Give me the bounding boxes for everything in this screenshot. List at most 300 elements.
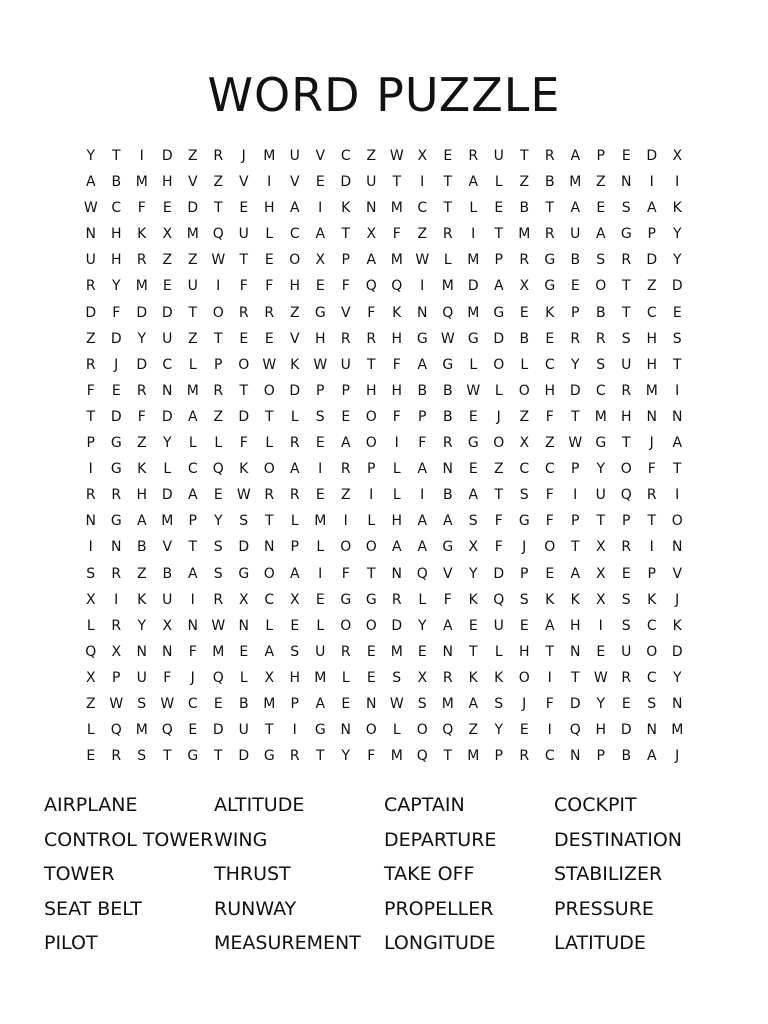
grid-letter: N [442,643,453,660]
grid-letter: R [111,487,122,504]
grid-letter: A [187,487,198,504]
grid-letter: S [213,565,223,582]
grid-letter: D [110,408,122,425]
grid-letter: D [187,200,199,217]
grid-letter: I [420,487,425,504]
grid-letter: O [671,513,683,530]
grid-letter: G [110,435,122,452]
grid-letter: I [573,487,578,504]
grid-letter: P [494,252,503,269]
grid-letter: F [647,461,656,478]
grid-letter: H [620,408,632,425]
grid-letter: A [672,435,683,452]
grid-letter: Z [136,565,147,582]
grid-letter: E [494,200,504,217]
grid-letter: R [366,330,377,347]
grid-letter: M [569,174,582,191]
word-list-item: THRUST [214,863,291,886]
grid-letter: I [318,565,323,582]
grid-letter: P [520,565,529,582]
grid-letter: T [111,148,121,164]
grid-letter: I [547,722,552,739]
grid-letter: B [442,408,453,425]
grid-letter: X [595,565,606,582]
grid-letter: C [417,200,428,217]
grid-letter: J [522,539,527,556]
grid-letter: A [315,226,326,243]
grid-letter: I [598,617,603,634]
grid-letter: Z [289,304,300,321]
grid-letter: L [265,226,274,243]
grid-letter: T [213,200,223,217]
grid-letter: F [494,513,503,530]
grid-letter: T [239,382,249,399]
grid-letter: T [494,226,504,243]
grid-letter: I [649,174,654,191]
grid-letter: U [315,643,326,660]
grid-letter: A [493,278,504,295]
grid-letter: X [238,591,249,608]
grid-letter: O [518,382,530,399]
grid-letter: A [442,617,453,634]
grid-letter: G [110,513,122,530]
grid-letter: R [621,252,632,269]
grid-letter: J [496,408,501,425]
word-list-item: CONTROL TOWER [44,828,214,851]
grid-letter: T [162,748,172,765]
grid-letter: Z [187,148,198,164]
grid-letter: D [646,252,658,269]
grid-letter: G [493,304,505,321]
grid-letter: S [137,695,147,712]
grid-letter: K [137,591,147,608]
grid-letter: N [264,539,275,556]
grid-letter: E [239,643,249,660]
grid-letter: K [570,591,580,608]
grid-letter: J [675,591,680,608]
grid-letter: W [211,617,226,634]
grid-letter: F [392,356,401,373]
grid-letter: T [545,643,555,660]
grid-letter: N [340,722,351,739]
grid-letter: K [545,591,555,608]
grid-letter: E [366,643,376,660]
grid-letter: V [238,174,249,191]
grid-letter: F [137,200,146,217]
grid-letter: B [442,487,453,504]
grid-letter: G [442,356,454,373]
grid-letter: H [595,722,607,739]
grid-letter: T [621,435,631,452]
grid-letter: T [264,513,274,530]
grid-letter: Z [417,226,428,243]
grid-letter: Z [468,722,479,739]
grid-letter: X [264,669,275,686]
grid-letter: D [161,487,173,504]
grid-letter: P [571,461,580,478]
grid-letter: O [263,565,275,582]
word-list-item: PILOT [44,932,98,955]
grid-letter: P [367,461,376,478]
grid-letter: E [570,278,580,295]
grid-letter: R [111,565,122,582]
grid-letter: E [545,330,555,347]
grid-letter: M [212,643,225,660]
grid-letter: R [289,435,300,452]
grid-letter: F [163,669,172,686]
grid-letter: S [621,200,631,217]
grid-letter: R [621,539,632,556]
grid-letter: X [366,226,377,243]
grid-letter: M [135,722,148,739]
grid-letter: A [646,200,657,217]
grid-letter: W [262,356,277,373]
grid-letter: K [494,669,504,686]
grid-letter: L [163,461,172,478]
grid-letter: K [545,304,555,321]
grid-letter: S [621,617,631,634]
grid-letter: M [594,408,607,425]
grid-letter: A [468,174,479,191]
grid-letter: H [289,278,301,295]
grid-letter: E [86,748,96,765]
grid-letter: M [186,226,199,243]
grid-letter: Z [340,487,351,504]
grid-letter: P [571,304,580,321]
grid-letter: Q [212,226,224,243]
grid-letter: P [596,148,605,164]
grid-letter: J [190,669,195,686]
grid-letter: J [241,148,246,164]
grid-letter: N [162,643,173,660]
grid-letter: K [647,591,657,608]
grid-letter: O [365,722,377,739]
grid-letter: R [391,591,402,608]
grid-letter: N [366,200,377,217]
grid-letter: A [264,643,275,660]
grid-letter: H [544,382,556,399]
grid-letter: T [519,148,529,164]
grid-letter: G [340,591,352,608]
grid-letter: E [545,565,555,582]
grid-letter: E [519,304,529,321]
grid-letter: U [238,226,249,243]
grid-letter: F [392,408,401,425]
grid-letter: Z [85,695,96,712]
grid-letter: O [493,356,505,373]
word-list-item: STABILIZER [554,863,663,886]
grid-letter: M [135,278,148,295]
grid-letter: N [187,617,198,634]
grid-letter: H [263,200,275,217]
grid-letter: T [264,408,274,425]
grid-letter: B [621,748,632,765]
grid-letter: T [264,722,274,739]
grid-letter: X [417,148,428,164]
grid-letter: M [518,226,531,243]
grid-letter: S [519,591,529,608]
grid-letter: D [161,304,173,321]
grid-letter: U [595,487,606,504]
word-list-item: COCKPIT [554,794,637,816]
grid-letter: R [136,252,147,269]
grid-letter: T [596,513,606,530]
grid-letter: N [672,695,683,712]
grid-letter: I [471,226,476,243]
grid-letter: H [391,513,403,530]
grid-letter: C [646,617,657,634]
grid-letter: A [595,226,606,243]
grid-letter: T [672,461,682,478]
grid-letter: D [569,695,581,712]
grid-letter: B [519,200,530,217]
grid-letter: D [136,356,148,373]
grid-letter: H [161,174,173,191]
grid-letter: G [595,435,607,452]
grid-letter: E [341,408,351,425]
grid-letter: B [519,330,530,347]
grid-letter: V [672,565,683,582]
word-list-item: WING [214,828,268,851]
grid-letter: P [622,513,631,530]
grid-letter: O [544,539,556,556]
grid-letter: Z [85,330,96,347]
grid-letter: T [213,748,223,765]
grid-letter: N [111,539,122,556]
grid-letter: L [290,513,299,530]
grid-letter: K [672,200,682,217]
grid-letter: E [188,722,198,739]
grid-letter: Q [161,722,173,739]
grid-letter: V [289,174,300,191]
grid-letter: O [263,382,275,399]
grid-letter: T [570,539,580,556]
grid-letter: I [420,174,425,191]
grid-letter: X [162,617,173,634]
grid-letter: T [213,330,223,347]
grid-letter: N [238,617,249,634]
grid-letter: O [263,461,275,478]
grid-letter: E [443,148,453,164]
grid-letter: P [494,748,503,765]
grid-letter: M [467,252,480,269]
grid-letter: N [136,643,147,660]
grid-letter: P [647,565,656,582]
grid-letter: N [672,408,683,425]
grid-letter: F [494,539,503,556]
grid-letter: Q [442,722,454,739]
grid-letter: S [239,513,249,530]
grid-letter: E [468,617,478,634]
grid-letter: E [213,695,223,712]
grid-letter: I [292,722,297,739]
grid-letter: Y [86,148,96,164]
grid-letter: W [313,356,328,373]
grid-letter: D [238,408,250,425]
grid-letter: W [593,669,608,686]
grid-letter: N [646,722,657,739]
grid-letter: Q [569,722,581,739]
grid-letter: T [86,408,96,425]
grid-letter: R [111,748,122,765]
grid-letter: Q [110,722,122,739]
grid-letter: I [318,461,323,478]
grid-letter: P [647,226,656,243]
grid-letter: D [136,304,148,321]
grid-letter: R [340,330,351,347]
grid-letter: B [417,382,428,399]
grid-letter: P [341,382,350,399]
grid-letter: L [469,200,478,217]
grid-letter: T [341,226,351,243]
grid-letter: T [392,174,402,191]
grid-letter: E [264,330,274,347]
grid-letter: Y [596,461,606,478]
grid-letter: Y [468,565,478,582]
grid-letter: L [214,435,223,452]
grid-letter: B [544,174,555,191]
grid-letter: A [315,695,326,712]
grid-letter: V [187,174,198,191]
grid-letter: F [418,435,427,452]
grid-letter: Q [212,669,224,686]
grid-letter: C [289,226,300,243]
grid-letter: P [214,356,223,373]
grid-letter: K [468,591,478,608]
grid-letter: T [366,356,376,373]
grid-letter: S [621,330,631,347]
grid-letter: R [289,487,300,504]
grid-letter: W [440,330,455,347]
grid-letter: D [671,278,683,295]
grid-letter: C [162,356,173,373]
grid-letter: C [187,695,198,712]
grid-letter: S [519,487,529,504]
grid-letter: X [111,643,122,660]
grid-letter: O [646,643,658,660]
grid-letter: Z [493,461,504,478]
grid-letter: R [238,304,249,321]
grid-letter: I [675,174,680,191]
grid-letter: I [343,513,348,530]
grid-letter: D [493,565,505,582]
grid-letter: D [110,330,122,347]
grid-letter: A [187,565,198,582]
grid-letter: L [239,669,248,686]
grid-letter: P [316,382,325,399]
grid-letter: M [161,513,174,530]
grid-letter: W [83,200,98,217]
grid-letter: O [365,617,377,634]
grid-letter: N [366,695,377,712]
grid-letter: Q [212,461,224,478]
grid-letter: E [315,278,325,295]
grid-letter: X [289,591,300,608]
grid-letter: R [621,382,632,399]
grid-letter: E [468,408,478,425]
grid-letter: T [494,487,504,504]
grid-letter: D [671,643,683,660]
grid-letter: Y [111,278,121,295]
grid-letter: R [621,669,632,686]
grid-letter: I [190,591,195,608]
grid-letter: B [595,304,606,321]
grid-letter: G [238,565,250,582]
grid-letter: O [289,252,301,269]
grid-letter: R [136,382,147,399]
grid-letter: F [392,226,401,243]
grid-letter: G [467,435,479,452]
grid-letter: O [620,461,632,478]
grid-letter: M [671,722,684,739]
grid-letter: A [366,252,377,269]
grid-letter: G [544,278,556,295]
grid-letter: Q [391,278,403,295]
word-list-item: PROPELLER [384,897,494,920]
grid-letter: M [467,304,480,321]
grid-letter: N [672,539,683,556]
grid-letter: E [264,252,274,269]
grid-letter: Y [417,617,427,634]
grid-letter: A [646,748,657,765]
grid-letter: R [595,330,606,347]
grid-letter: X [519,435,530,452]
grid-letter: R [340,643,351,660]
grid-letter: Q [365,278,377,295]
grid-letter: R [213,382,224,399]
grid-letter: I [547,669,552,686]
grid-letter: H [518,643,530,660]
grid-letter: M [441,278,454,295]
grid-letter: Z [187,330,198,347]
grid-letter: N [646,408,657,425]
grid-letter: C [544,356,555,373]
grid-letter: D [493,330,505,347]
grid-letter: P [86,435,95,452]
grid-letter: O [365,539,377,556]
grid-letter: L [290,408,299,425]
grid-letter: U [570,226,581,243]
grid-letter: R [111,617,122,634]
grid-letter: X [519,278,530,295]
grid-letter: U [85,252,96,269]
grid-letter: M [390,643,403,660]
grid-letter: S [621,591,631,608]
grid-letter: K [137,226,147,243]
grid-letter: X [162,226,173,243]
grid-letter: O [212,304,224,321]
grid-letter: S [596,252,606,269]
grid-letter: T [315,748,325,765]
grid-letter: D [85,304,97,321]
grid-letter: I [139,148,144,164]
grid-letter: W [160,695,175,712]
grid-letter: H [110,252,122,269]
grid-letter: F [188,643,197,660]
grid-letter: R [519,252,530,269]
grid-letter: W [389,148,404,164]
grid-letter: I [369,487,374,504]
grid-letter: G [187,748,199,765]
grid-letter: Z [595,174,606,191]
grid-letter: F [86,382,95,399]
grid-letter: L [494,382,503,399]
grid-letter: M [186,382,199,399]
word-list-item: CAPTAIN [384,794,465,816]
grid-letter: R [442,226,453,243]
grid-letter: F [239,435,248,452]
grid-letter: D [569,382,581,399]
